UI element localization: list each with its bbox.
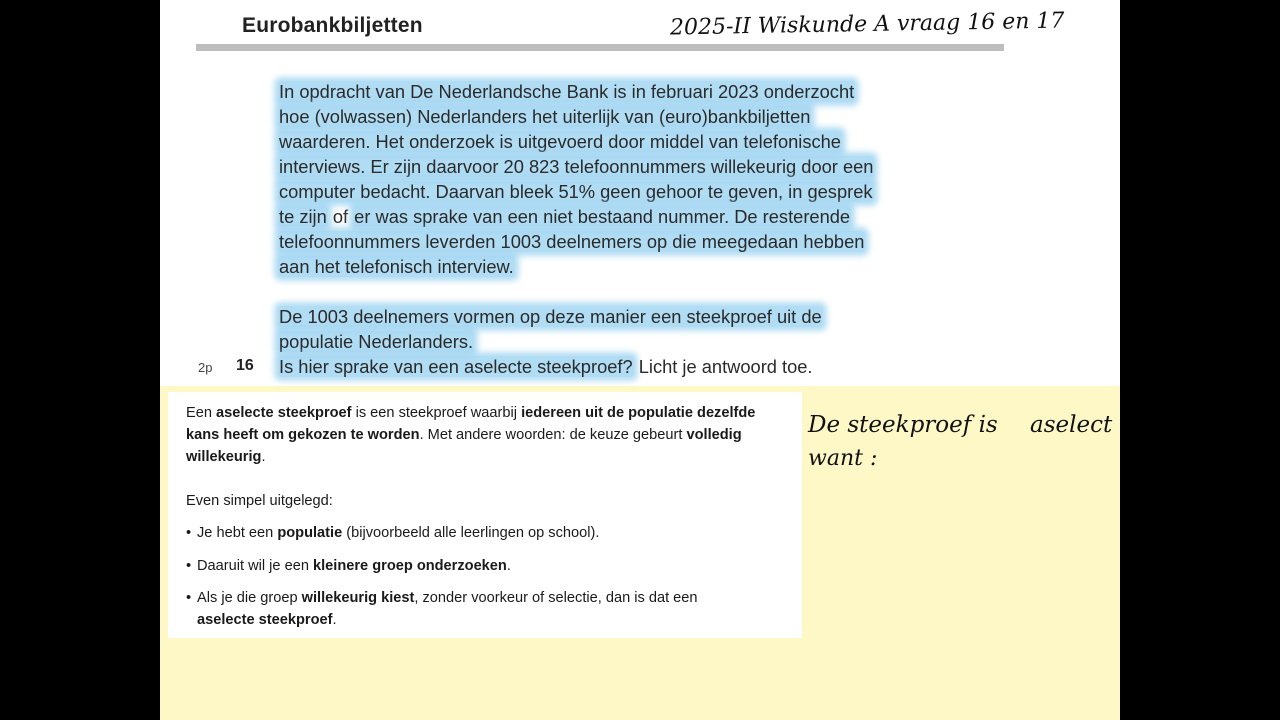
exam-paragraph-1 [278, 79, 998, 279]
text-fragment: Je hebt een [197, 525, 278, 541]
question-number: 16 [236, 357, 254, 374]
text-fragment: Daaruit wil je een [197, 558, 313, 574]
text-line: te zijn [279, 206, 327, 227]
text-fragment: . [332, 612, 337, 628]
bold-term: kleinere groep onderzoeken [313, 558, 507, 574]
text-line: telefoonnummers leverden 1003 deelnemers op die meegedaan hebben [279, 231, 865, 252]
text-line: In opdracht van De Nederlandsche Bank is in februari 2023 onderzocht [279, 81, 855, 102]
title-underline [196, 44, 1004, 51]
bullet-icon: • [186, 590, 192, 606]
page-title: Eurobankbiljetten [242, 14, 423, 37]
question-highlighted: Is hier sprake van een aselecte steekproef? [279, 356, 633, 377]
bold-term: willekeurig kiest [301, 590, 415, 606]
bold-term: aselecte steekproef [216, 405, 352, 421]
text-line: er was sprake van een niet bestaand nummer. De resterende [354, 206, 851, 227]
text-fragment: Als je die groep [197, 590, 302, 606]
list-item [186, 555, 786, 577]
text-fragment: . [506, 558, 511, 574]
handwritten-answer-line1b: aselect [1030, 412, 1113, 438]
text-line: populatie Nederlanders. [279, 331, 474, 352]
text-fragment: Een [186, 405, 217, 421]
text-line: De 1003 deelnemers vormen op deze manier een steekproef uit de [279, 306, 822, 327]
text-line: aan het telefonisch interview. [279, 256, 514, 277]
text-fragment: (bijvoorbeeld alle leerlingen op school). [342, 525, 600, 541]
explanation-box [168, 392, 802, 638]
text-line: computer bedacht. Daarvan bleek 51% geen gehoor te geven, in gesprek [279, 181, 873, 202]
list-item [186, 522, 786, 544]
explanation-subheading: Even simpel uitgelegd: [186, 493, 333, 509]
bold-term: aselecte steekproef [197, 612, 333, 628]
bullet-icon: • [186, 525, 192, 541]
bold-term: populatie [277, 525, 343, 541]
text-line: waarderen. Het onderzoek is uitgevoerd door middel van telefonische [279, 131, 841, 152]
text-fragment: of [327, 206, 354, 227]
question-text [278, 354, 813, 379]
explanation-intro [186, 402, 786, 468]
text-fragment: is een steekproef waarbij [351, 405, 522, 421]
bold-term: iedereen uit de populatie dezelfde kans heeft om gekozen te worden [186, 405, 756, 443]
text-line: hoe (volwassen) Nederlanders het uiterlijk van (euro)bankbiljetten [279, 106, 811, 127]
text-fragment: , zonder voorkeur of selectie, dan is dat een [414, 590, 698, 606]
document-page [160, 0, 1120, 720]
handwritten-answer-line1a: De steekproef is [808, 412, 998, 438]
list-item [186, 587, 786, 631]
question-points: 2p [198, 360, 213, 375]
handwritten-answer-line2: want : [808, 446, 878, 471]
bullet-icon: • [186, 558, 192, 574]
exam-paragraph-2 [278, 304, 998, 354]
text-fragment: . Met andere woorden: de keuze gebeurt [419, 427, 687, 443]
text-fragment: . [261, 449, 266, 465]
text-line: interviews. Er zijn daarvoor 20 823 telefoonnummers willekeurig door een [279, 156, 874, 177]
bold-term: volledig willekeurig [186, 427, 742, 465]
handwritten-title: 2025-II Wiskunde A vraag 16 en 17 [669, 8, 1065, 41]
question-rest: Licht je antwoord toe. [633, 356, 813, 377]
